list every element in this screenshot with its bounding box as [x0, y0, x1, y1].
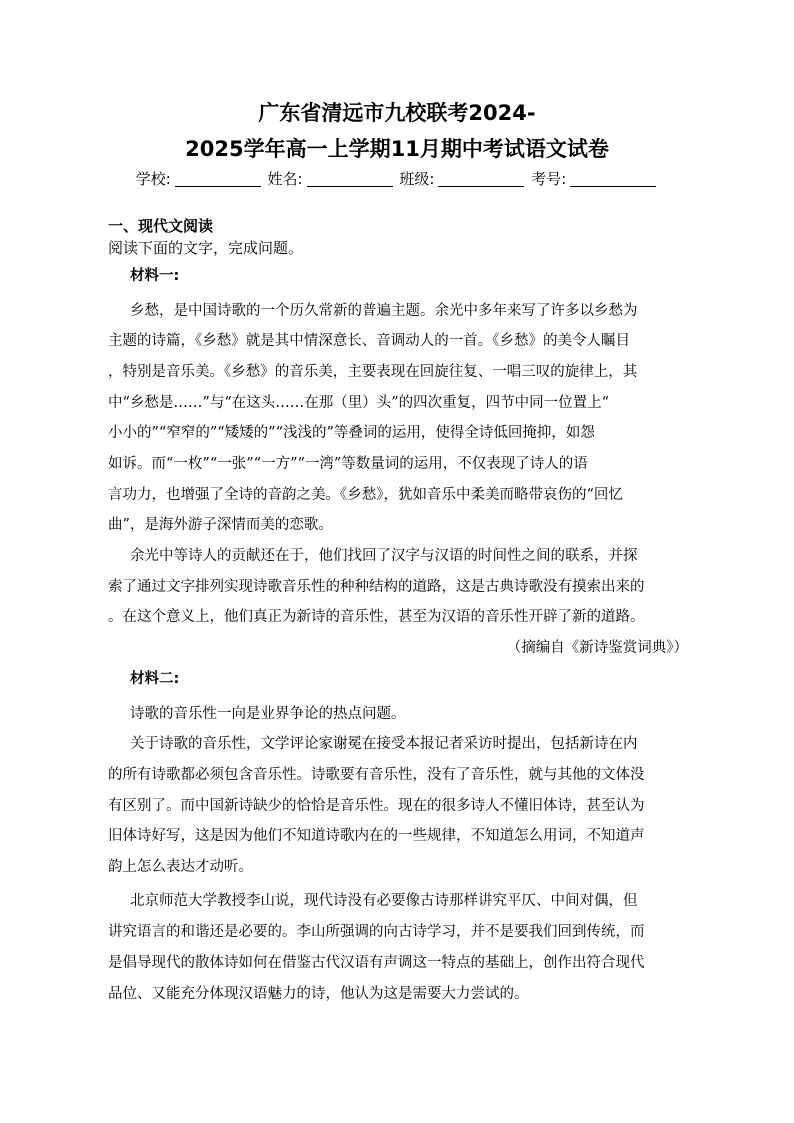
material-1-line: 主题的诗篇，《乡愁》就是其中情深意长、音调动人的一首。《乡愁》的美令人瞩目: [108, 333, 630, 349]
exam-title-line-2: 2025学年高一上学期11月期中考试语文试卷: [185, 137, 609, 161]
material-2-line: 品位、又能充分体现汉语魅力的诗，他认为这是需要大力尝试的。: [108, 986, 529, 1002]
material-1-line: 余光中等诗人的贡献还在于，他们找回了汉字与汉语的时间性之间的联系，并探: [130, 548, 638, 564]
exam-id-blank[interactable]: [570, 170, 656, 187]
material-2-line: 北京师范大学教授李山说，现代诗没有必要像古诗那样讲究平仄、中间对偶，但: [130, 893, 638, 909]
school-blank[interactable]: [175, 170, 261, 187]
material-1-source: （摘编自《新诗鉴赏词典》）: [506, 640, 688, 656]
material-1-line: 索了通过文字排列实现诗歌音乐性的种种结构的道路，这是古典诗歌没有摸索出来的: [108, 579, 645, 595]
material-2-line: 旧体诗好写，这是因为他们不知道诗歌内在的一些规律，不知道怎么用词，不知道声: [108, 828, 645, 844]
exam-id-label: 考号:: [531, 170, 567, 188]
section-instruction: 阅读下面的文字，完成问题。: [108, 239, 304, 257]
material-1-line: 曲”，是海外游子深情而美的恋歌。: [108, 517, 333, 533]
material-1-line: 。在这个意义上，他们真正为新诗的音乐性，甚至为汉语的音乐性开辟了新的道路。: [108, 609, 645, 625]
material-2-line: 的所有诗歌都必须包含音乐性。诗歌要有音乐性，没有了音乐性，就与其他的文体没: [108, 767, 645, 783]
material-2-label: 材料二:: [130, 671, 180, 687]
material-1-line: 如诉。而“一枚”“一张”“一方”“一湾”等数量词的运用，不仅表现了诗人的语: [108, 456, 588, 472]
student-info-row: [0, 167, 794, 191]
material-2-line: 有区别了。而中国新诗缺少的恰恰是音乐性。现在的很多诗人不懂旧体诗，甚至认为: [108, 798, 645, 814]
exam-title-line-1: 广东省清远市九校联考2024-: [258, 101, 536, 125]
material-2-line: 诗歌的音乐性一向是业界争论的热点问题。: [130, 706, 406, 722]
material-1-line: ，特别是音乐美。《乡愁》的音乐美，主要表现在回旋往复、一唱三叹的旋律上，其: [108, 364, 638, 380]
material-1-line: 小小的”“窄窄的”“矮矮的”“浅浅的”等叠词的运用，使得全诗低回掩抑，如怨: [108, 425, 595, 441]
school-label: 学校:: [135, 170, 171, 188]
material-1-line: 言功力，也增强了全诗的音韵之美。《乡愁》，犹如音乐中柔美而略带哀伤的“回忆: [108, 487, 623, 503]
material-1-line: 中“乡愁是……”与“在这头……在那（里）头”的四次重复，四节中同一位置上“: [108, 395, 610, 411]
class-label: 班级:: [399, 170, 435, 188]
class-blank[interactable]: [438, 170, 524, 187]
name-label: 姓名:: [267, 170, 303, 188]
section-heading: 一、现代文阅读: [108, 217, 214, 235]
material-2-line: 讲究语言的和谐还是必要的。李山所强调的向古诗学习，并不是要我们回到传统，而: [108, 924, 645, 940]
material-2-line: 是倡导现代的散体诗如何在借鉴古代汉语有声调这一特点的基础上，创作出符合现代: [108, 955, 645, 971]
name-blank[interactable]: [307, 170, 393, 187]
material-1-label: 材料一:: [130, 268, 180, 284]
material-2-line: 韵上怎么表达才动听。: [108, 859, 253, 875]
material-1-line: 乡愁，是中国诗歌的一个历久常新的普遍主题。余光中多年来写了许多以乡愁为: [130, 303, 638, 319]
material-2-line: 关于诗歌的音乐性，文学评论家谢冕在接受本报记者采访时提出，包括新诗在内: [130, 736, 638, 752]
